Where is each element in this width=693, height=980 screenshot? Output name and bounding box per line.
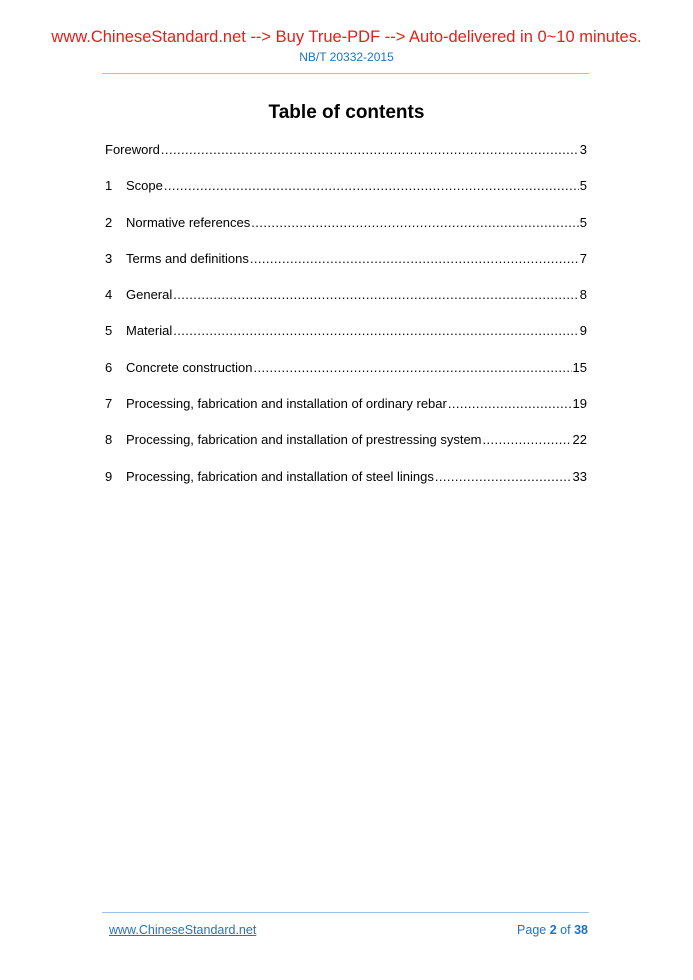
footer-divider [102, 912, 589, 913]
toc-entry-title: Material [126, 323, 173, 339]
toc-entry-ordinary-rebar[interactable] [105, 395, 587, 431]
toc-entry-title: Foreword [105, 142, 160, 157]
dot-leader [161, 141, 579, 159]
document-code: NB/T 20332-2015 [299, 50, 394, 64]
dot-leader [435, 468, 572, 486]
toc-entry-scope[interactable] [105, 177, 587, 213]
dot-leader [253, 359, 571, 377]
toc-entry-concrete-construction[interactable] [105, 359, 587, 395]
toc-entry-number: 8 [105, 432, 113, 448]
toc-entry-number: 7 [105, 396, 113, 412]
page-total: 38 [574, 923, 588, 937]
toc-entry-general[interactable] [105, 286, 587, 322]
toc-entry-page: 19 [572, 396, 587, 412]
toc-entry-foreword[interactable] [105, 141, 587, 177]
toc-entry-title: Processing, fabrication and installation of ordinary rebar [126, 396, 447, 412]
toc-entry-steel-linings[interactable] [105, 468, 587, 504]
toc-entry-page: 22 [572, 432, 587, 448]
toc-entry-title: Scope [126, 178, 163, 194]
dot-leader [250, 250, 579, 268]
promo-banner: www.ChineseStandard.net --> Buy True-PDF --> Auto-delivered in 0~10 minutes. [51, 28, 642, 46]
dot-leader [173, 322, 579, 340]
page-of: of [560, 923, 571, 937]
toc-entry-page: 9 [579, 323, 587, 339]
toc-entry-title: Processing, fabrication and installation of steel linings [126, 468, 434, 484]
dot-leader [164, 177, 579, 195]
dot-leader [448, 395, 572, 413]
toc-entry-material[interactable] [105, 322, 587, 358]
toc-entry-normative-references[interactable] [105, 214, 587, 250]
toc-entry-title: Normative references [126, 214, 251, 230]
toc-entry-page: 3 [579, 142, 587, 157]
toc-entry-title: General [126, 287, 173, 303]
toc-entry-number: 4 [105, 287, 113, 303]
toc-entry-number: 1 [105, 178, 113, 194]
dot-leader [173, 286, 579, 304]
header-divider [102, 73, 589, 74]
toc-entry-page: 5 [579, 214, 587, 230]
page-number [517, 922, 588, 938]
toc-entry-prestressing-system[interactable] [105, 431, 587, 467]
page-prefix: Page [517, 923, 547, 937]
toc-entry-number: 3 [105, 250, 113, 266]
toc-entry-page: 7 [579, 250, 587, 266]
toc-entry-title: Concrete construction [126, 359, 253, 375]
page-title: Table of contents [268, 102, 425, 123]
toc-entry-page: 5 [579, 178, 587, 194]
toc-entry-title: Terms and definitions [126, 250, 249, 266]
toc-entry-number: 9 [105, 468, 113, 484]
table-of-contents [105, 141, 587, 504]
toc-entry-terms-and-definitions[interactable] [105, 250, 587, 286]
toc-entry-number: 5 [105, 323, 113, 339]
toc-entry-title: Processing, fabrication and installation of prestressing system [126, 432, 482, 448]
toc-entry-number: 6 [105, 359, 113, 375]
page-current: 2 [549, 923, 557, 937]
toc-entry-page: 15 [572, 359, 587, 375]
toc-entry-page: 33 [572, 468, 587, 484]
toc-entry-number: 2 [105, 214, 113, 230]
dot-leader [483, 431, 572, 449]
dot-leader [251, 214, 578, 232]
footer-website-link[interactable]: www.ChineseStandard.net [109, 923, 257, 937]
toc-entry-page: 8 [579, 287, 587, 303]
